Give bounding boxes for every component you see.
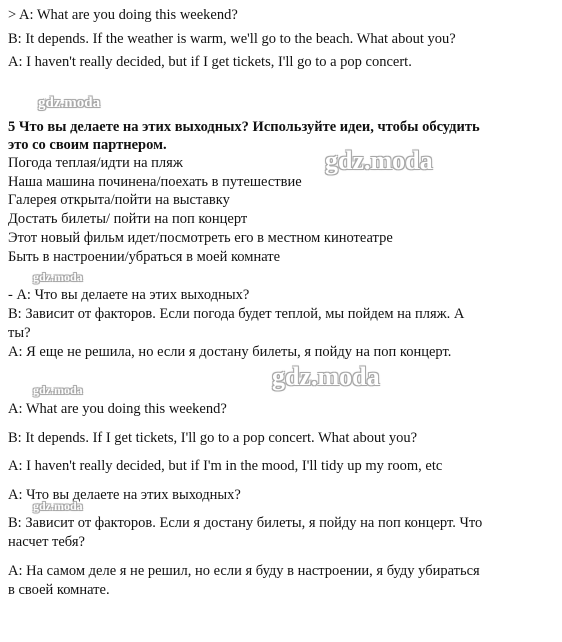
idea-item: Погода теплая/идти на пляж: [8, 155, 183, 171]
dialog-line-b: B: It depends. If I get tickets, I'll go to a pop concert. What about you?: [8, 430, 418, 446]
idea-item: Достать билеты/ пойти на поп концерт: [8, 211, 248, 227]
idea-item: Быть в настроении/убраться в моей комнате: [8, 249, 281, 265]
watermark-logo: gdz.moda: [38, 95, 101, 111]
watermark-logo: gdz.moda: [325, 146, 433, 175]
dialog-line-a: A: I haven't really decided, but if I get tickets, I'll go to a pop concert.: [8, 54, 412, 70]
dialog-line-b: B: Зависит от факторов. Если я достану билеты, я пойду на поп концерт. Что: [8, 515, 483, 531]
dialog-line-b: B: Зависит от факторов. Если погода будет теплой, мы пойдем на пляж. А: [8, 306, 465, 322]
dialog-line-a: А: На самом деле я не решил, но если я буду в настроении, я буду убираться: [8, 563, 480, 579]
idea-item: Галерея открыта/пойти на выставку: [8, 192, 230, 208]
dialog-line-b-cont: ты?: [8, 325, 31, 341]
idea-item: Наша машина починена/поехать в путешествие: [8, 174, 302, 190]
dialog-line-b: B: It depends. If the weather is warm, we'll go to the beach. What about you?: [8, 31, 456, 47]
idea-item: Этот новый фильм идет/посмотреть его в местном кинотеатре: [8, 230, 393, 246]
watermark-logo: gdz.moda: [272, 362, 380, 391]
exercise-title-cont: это со своим партнером.: [8, 137, 167, 153]
dialog-line-a: > A: What are you doing this weekend?: [8, 7, 238, 23]
dialog-line-a: A: What are you doing this weekend?: [8, 401, 227, 417]
dialog-line-b-cont: насчет тебя?: [8, 534, 85, 550]
watermark-logo: gdz.moda: [33, 383, 83, 397]
watermark-logo: gdz.moda: [33, 270, 83, 284]
watermark-logo: gdz.moda: [33, 499, 83, 513]
dialog-line-a: А: Я еще не решила, но если я достану билеты, я пойду на поп концерт.: [8, 344, 452, 360]
dialog-line-a: А: Что вы делаете на этих выходных?: [8, 487, 241, 503]
dialog-line-a-cont: в своей комнате.: [8, 582, 110, 598]
exercise-title: 5 Что вы делаете на этих выходных? Используйте идеи, чтобы обсудить: [8, 119, 480, 135]
dialog-line-a: - А: Что вы делаете на этих выходных?: [8, 287, 250, 303]
dialog-line-a: A: I haven't really decided, but if I'm in the mood, I'll tidy up my room, etc: [8, 458, 443, 474]
